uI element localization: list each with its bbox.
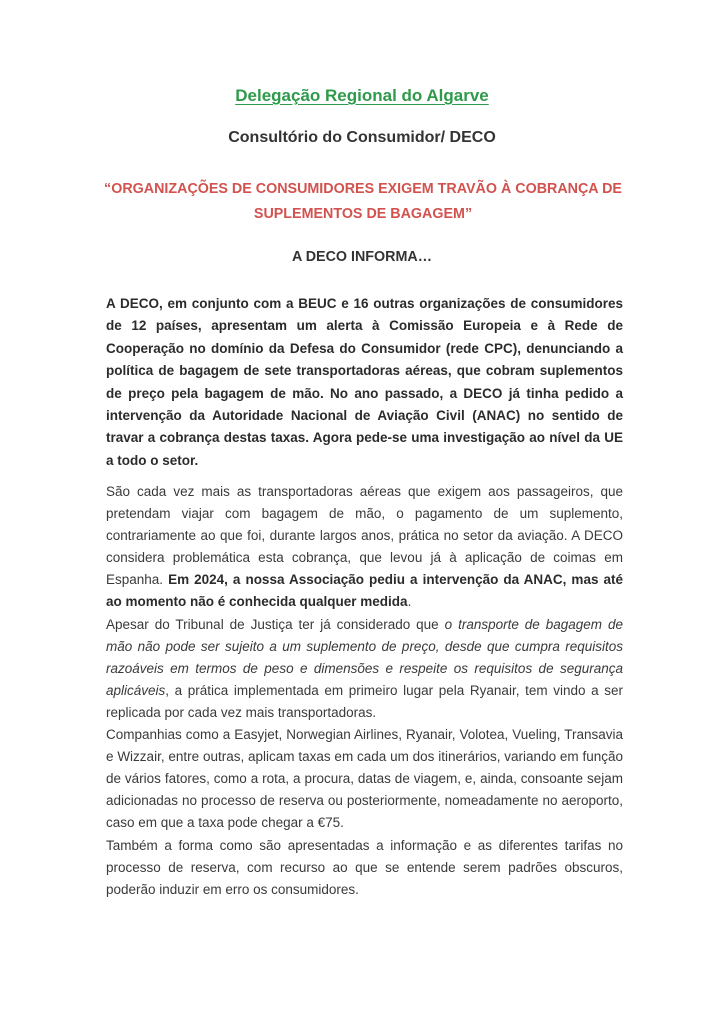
paragraph-1-bold: Em 2024, a nossa Associação pediu a intervenção da ANAC, mas até ao momento não é conhecida qualquer medida bbox=[106, 572, 623, 610]
paragraph-1-end: . bbox=[407, 594, 412, 610]
paragraph-2-end: , a prática implementada em primeiro lugar pela Ryanair, tem vindo a ser replicada por cada vez mais transportadoras. bbox=[106, 682, 623, 720]
article-body bbox=[106, 481, 623, 901]
organization-title: Delegação Regional do Algarve bbox=[235, 86, 489, 105]
paragraph-2-start: Apesar do Tribunal de Justiça ter já considerado que bbox=[106, 616, 445, 632]
body-paragraph-2 bbox=[106, 614, 623, 724]
paragraph-1-text: São cada vez mais as transportadoras aéreas que exigem aos passageiros, que pretendam viajar com bagagem de mão, o pagamento de um suplemento, contrariamente ao que foi, durante largos anos, prática no setor da aviação. A DECO considera problemática esta cobrança, que levou já à aplicação de coimas em Espanha. bbox=[106, 484, 623, 588]
body-paragraph-3: Companhias como a Easyjet, Norwegian Airlines, Ryanair, Volotea, Vueling, Transavia e Wizzair, entre outras, aplicam taxas em cada um dos itinerários, variando em função de vários fatores, como a rota, a procura, datas de viagem, e, ainda, consoante sejam adicionadas no processo de reserva ou posteriormente, nomeadamente no aeroporto, caso em que a taxa pode chegar a €75. bbox=[106, 727, 623, 831]
document-subtitle: Consultório do Consumidor/ DECO bbox=[228, 129, 496, 146]
body-paragraph-1 bbox=[106, 481, 623, 614]
section-heading: A DECO INFORMA… bbox=[291, 249, 433, 265]
body-paragraph-4: Também a forma como são apresentadas a informação e as diferentes tarifas no processo de reserva, com recurso ao que se entende serem padrões obscuros, poderão induzir em erro os consumidores. bbox=[106, 837, 623, 897]
lead-paragraph: A DECO, em conjunto com a BEUC e 16 outras organizações de consumidores de 12 países, apresentam um alerta à Comissão Europeia e à Rede de Cooperação no domínio da Defesa do Consumidor (rede CPC), denunciando a política de bagagem de sete transportadoras aéreas, que cobram suplementos de preço pela bagagem de mão. No ano passado, a DECO já tinha pedido a intervenção da Autoridade Nacional de Aviação Civil (ANAC) no sentido de travar a cobrança destas taxas. Agora pede-se uma investigação ao nível da UE a todo o setor. bbox=[106, 296, 623, 468]
paragraph-2-quote: o transporte de bagagem de mão não pode ser sujeito a um suplemento de preço, desde que cumpra requisitos razoáveis em termos de peso e dimensões e respeite os requisitos de segurança aplicáveis bbox=[106, 616, 623, 698]
article-headline: “ORGANIZAÇÕES DE CONSUMIDORES EXIGEM TRAVÃO À COBRANÇA DE SUPLEMENTOS DE BAGAGEM” bbox=[104, 181, 622, 222]
